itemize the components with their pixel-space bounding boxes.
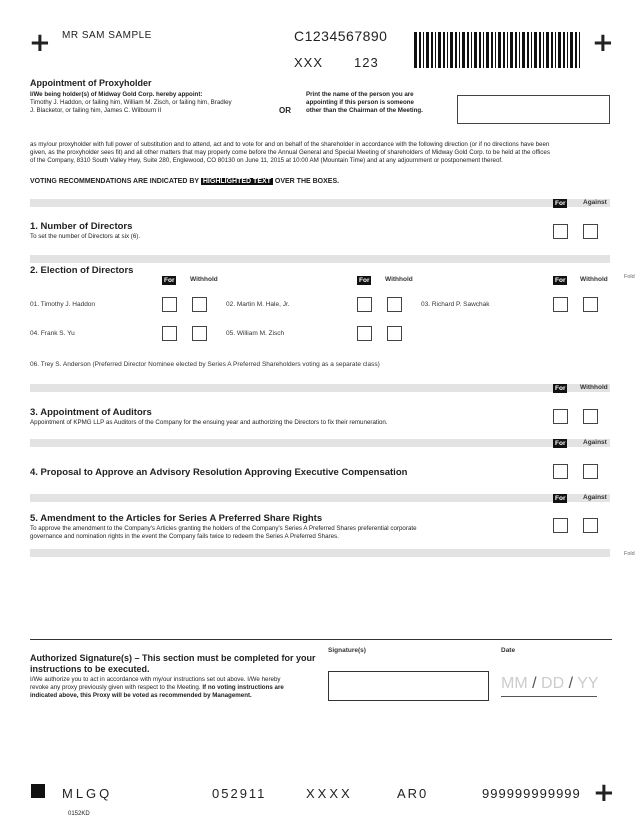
signature-body-line2 [30,684,284,692]
holder-name: MR SAM SAMPLE [62,30,152,41]
proxy-text-line3: of the Company, 8310 South Valley Hwy, Suite 280, Englewood, CO 80130 on June 11, 2015 at 10:00 AM (Mountain Time) and at any adjournment or postponement thereof. [30,157,503,164]
resolution-3-title: 3. Appointment of Auditors [30,407,152,418]
voting-note-highlight: HIGHLIGHTED TEXT [202,178,271,185]
date-separator: / [568,675,574,692]
print-name-note-2: appointing if this person is someone [306,99,414,106]
signature-label: Signature(s) [328,647,366,654]
section-divider [30,255,610,263]
proxyholder-name-input[interactable] [457,95,610,124]
voting-note-before: VOTING RECOMMENDATIONS ARE INDICATED BY [30,178,199,185]
for-header: For [555,277,566,284]
nominee-06: 06. Trey S. Anderson (Preferred Director Nominee elected by Series A Preferred Shareholders voting as a separate class) [30,361,380,368]
form-code: 0152KD [68,811,90,817]
against-header: Against [583,199,607,206]
withhold-header: Withhold [580,276,608,283]
for-header: For [555,440,566,447]
registration-square-icon [31,784,45,798]
resolution-5-title: 5. Amendment to the Articles for Series A Preferred Share Rights [30,513,323,524]
nominee-01-for-checkbox[interactable] [162,297,177,312]
date-year: YY [577,675,599,692]
signature-body-line1: I/We authorize you to act in accordance with my/our instructions set out above. I/We hereby [30,676,281,683]
nominee-04-withhold-checkbox[interactable] [192,326,207,341]
resolution-5-for-checkbox[interactable] [553,518,568,533]
footer-code-3: XXXX [306,786,353,801]
signature-body-revoke: revoke any proxy previously given with respect to the Meeting. [30,684,201,691]
appointment-names-line1: Timothy J. Haddon, or failing him, William M. Zisch, or failing him, Bradley [30,99,232,106]
nominee-03: 03. Richard P. Sawchak [421,301,490,308]
resolution-1-desc: To set the number of Directors at six (6). [30,233,141,240]
nominee-02-withhold-checkbox[interactable] [387,297,402,312]
date-month: MM [501,675,528,692]
section-divider [30,199,610,207]
proxy-text-line1: as my/our proxyholder with full power of substitution and to attend, act and to vote for and on behalf of the shareholder in accordance with the following direction (or if no directions have been [30,141,550,148]
resolution-5-against-checkbox[interactable] [583,518,598,533]
or-label: OR [279,106,291,115]
date-input[interactable] [501,675,597,697]
nominee-05-for-checkbox[interactable] [357,326,372,341]
against-header: Against [583,439,607,446]
footer-code-5: 999999999999 [482,786,581,801]
voting-recommendation-note [30,178,339,185]
barcode-icon [414,32,584,68]
resolution-3-for-checkbox[interactable] [553,409,568,424]
nominee-05: 05. William M. Zisch [226,330,285,337]
nominee-03-withhold-checkbox[interactable] [583,297,598,312]
signature-input[interactable] [328,671,489,701]
resolution-4-against-checkbox[interactable] [583,464,598,479]
appointment-names-line2: J. Blacketor, or failing him, James C. Wilbourn II [30,107,162,114]
withhold-header: Withhold [580,384,608,391]
date-label: Date [501,647,516,654]
resolution-3-desc: Appointment of KPMG LLP as Auditors of the Company for the ensuing year and authorizing the Directors to fix their remuneration. [30,419,388,426]
footer-code-4: AR0 [397,786,429,801]
registration-mark-icon: + [592,28,614,58]
code-right: 123 [354,55,379,70]
section-divider [30,494,610,502]
withhold-header: Withhold [190,276,218,283]
signature-title-line1: Authorized Signature(s) – This section must be completed for your [30,653,316,663]
section-divider [30,384,610,392]
resolution-2-title: 2. Election of Directors [30,265,134,276]
nominee-01-withhold-checkbox[interactable] [192,297,207,312]
for-header: For [555,495,566,502]
fold-mark: Fold [624,551,635,557]
date-separator: / [532,675,537,692]
print-name-note-3: other than the Chairman of the Meeting. [306,107,423,114]
registration-mark-icon: + [593,778,615,808]
withhold-header: Withhold [385,276,413,283]
resolution-5-desc-line1: To approve the amendment to the Company's Articles granting the holders of the Company's Series A Preferred Shares preferential corporate [30,525,417,532]
section-divider [30,439,610,447]
against-header: Against [583,494,607,501]
footer-code-2: 052911 [212,786,267,801]
fold-mark: Fold [624,274,635,280]
resolution-3-withhold-checkbox[interactable] [583,409,598,424]
footer-code-1: MLGQ [62,786,113,801]
date-day: DD [541,675,565,692]
for-header: For [555,200,566,207]
voting-note-after: OVER THE BOXES. [274,178,340,185]
print-name-note-1: Print the name of the person you are [306,91,414,98]
resolution-1-against-checkbox[interactable] [583,224,598,239]
nominee-04-for-checkbox[interactable] [162,326,177,341]
code-left: XXX [294,55,324,70]
for-header: For [359,277,370,284]
resolution-4-title: 4. Proposal to Approve an Advisory Resolution Approving Executive Compensation [30,467,408,478]
resolution-5-desc-line2: governance and nomination rights in the event the Company fails twice to redeem the Series A Preferred Shares. [30,533,339,540]
resolution-4-for-checkbox[interactable] [553,464,568,479]
resolution-1-title: 1. Number of Directors [30,221,133,232]
signature-body-line3: indicated above, this Proxy will be voted as recommended by Management. [30,692,252,699]
registration-mark-icon: + [29,28,51,58]
section-divider [30,549,610,557]
signature-title-line2: instructions to be executed. [30,664,150,674]
for-header: For [555,385,566,392]
for-header: For [164,277,175,284]
nominee-05-withhold-checkbox[interactable] [387,326,402,341]
appointment-intro: I/We being holder(s) of Midway Gold Corp. hereby appoint: [30,91,203,98]
nominee-02-for-checkbox[interactable] [357,297,372,312]
nominee-01: 01. Timothy J. Haddon [30,301,96,308]
nominee-04: 04. Frank S. Yu [30,330,75,337]
control-number: C1234567890 [294,28,388,44]
signature-body-no-instructions: If no voting instructions are [202,684,284,691]
nominee-02: 02. Martin M. Hale, Jr. [226,301,290,308]
nominee-03-for-checkbox[interactable] [553,297,568,312]
resolution-1-for-checkbox[interactable] [553,224,568,239]
proxy-text-line2: given, as the proxyholder sees fit) and all other matters that may properly come before the Annual General and Special Meeting of shareholders of Midway Gold Corp. to be held at the offices [30,149,550,156]
appointment-title: Appointment of Proxyholder [30,78,152,88]
signature-section-rule [30,639,612,640]
